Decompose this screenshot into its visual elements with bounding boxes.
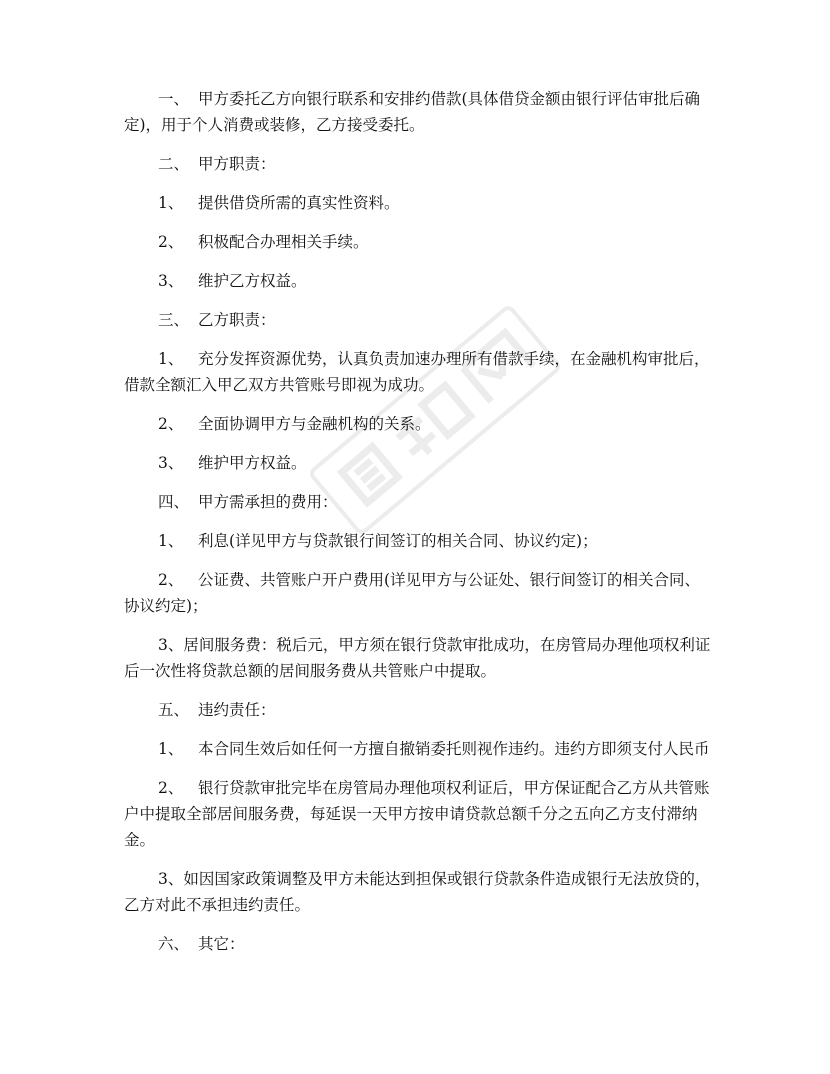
paragraph-text: 甲方需承担的费用：: [198, 493, 338, 511]
paragraph-number: 2、: [158, 779, 184, 797]
paragraph-number: 2、: [158, 571, 184, 589]
paragraph-text: 维护乙方权益。: [198, 272, 307, 290]
paragraph-text: 甲方委托乙方向银行联系和安排约借款(具体借贷金额由银行评估审批后确定)，用于个人消费或装修，乙方接受委托。: [124, 90, 701, 134]
paragraph-text: 乙方职责：: [198, 311, 276, 329]
paragraph-7: [124, 346, 714, 398]
paragraph-text: 利息(详见甲方与贷款银行间签订的相关合同、协议约定)；: [198, 532, 598, 550]
paragraph-6: [124, 307, 714, 333]
paragraph-12: [124, 567, 714, 619]
paragraph-11: [124, 528, 714, 554]
paragraph-2: [124, 151, 714, 177]
paragraph-text: 3、如因国家政策调整及甲方未能达到担保或银行贷款条件造成银行无法放贷的，乙方对此不承担违约责任。: [124, 870, 711, 914]
paragraph-number: 1、: [158, 740, 184, 758]
paragraph-number: 二、: [158, 155, 190, 173]
paragraph-text: 全面协调甲方与金融机构的关系。: [198, 415, 431, 433]
paragraph-text: 充分发挥资源优势，认真负责加速办理所有借款手续，在金融机构审批后，借款全额汇入甲乙双方共管账号即视为成功。: [124, 350, 710, 394]
paragraph-15: [124, 736, 714, 762]
paragraph-text: 积极配合办理相关手续。: [198, 233, 369, 251]
contract-body: [124, 86, 714, 970]
paragraph-10: [124, 489, 714, 515]
paragraph-text: 3、居间服务费：税后元，甲方须在银行贷款审批成功，在房管局办理他项权利证后一次性将贷款总额的居间服务费从共管账户中提取。: [124, 636, 711, 680]
paragraph-number: 2、: [158, 415, 184, 433]
paragraph-number: 1、: [158, 532, 184, 550]
paragraph-number: 2、: [158, 233, 184, 251]
paragraph-18: [124, 931, 714, 957]
paragraph-text: 其它：: [198, 935, 245, 953]
paragraph-number: 1、: [158, 194, 184, 212]
paragraph-8: [124, 411, 714, 437]
paragraph-5: [124, 268, 714, 294]
paragraph-14: [124, 697, 714, 723]
paragraph-number: 六、: [158, 935, 190, 953]
paragraph-3: [124, 190, 714, 216]
paragraph-1: [124, 86, 714, 138]
paragraph-number: 1、: [158, 350, 184, 368]
paragraph-number: 3、: [158, 454, 184, 472]
paragraph-13: [124, 632, 714, 684]
paragraph-text: 银行贷款审批完毕在房管局办理他项权利证后，甲方保证配合乙方从共管账户中提取全部居间服务费，每延误一天甲方按申请贷款总额千分之五向乙方支付滞纳金。: [124, 779, 710, 849]
paragraph-number: 四、: [158, 493, 190, 511]
paragraph-number: 一、: [158, 90, 190, 108]
paragraph-number: 五、: [158, 701, 190, 719]
paragraph-text: 维护甲方权益。: [198, 454, 307, 472]
paragraph-17: [124, 866, 714, 918]
paragraph-number: 三、: [158, 311, 190, 329]
paragraph-text: 本合同生效后如任何一方擅自撤销委托则视作违约。违约方即须支付人民币: [198, 740, 710, 758]
paragraph-text: 提供借贷所需的真实性资料。: [198, 194, 400, 212]
paragraph-4: [124, 229, 714, 255]
paragraph-text: 公证费、共管账户开户费用(详见甲方与公证处、银行间签订的相关合同、协议约定)；: [124, 571, 701, 615]
paragraph-text: 违约责任：: [198, 701, 276, 719]
paragraph-16: [124, 775, 714, 853]
paragraph-9: [124, 450, 714, 476]
paragraph-number: 3、: [158, 272, 184, 290]
paragraph-text: 甲方职责：: [198, 155, 276, 173]
